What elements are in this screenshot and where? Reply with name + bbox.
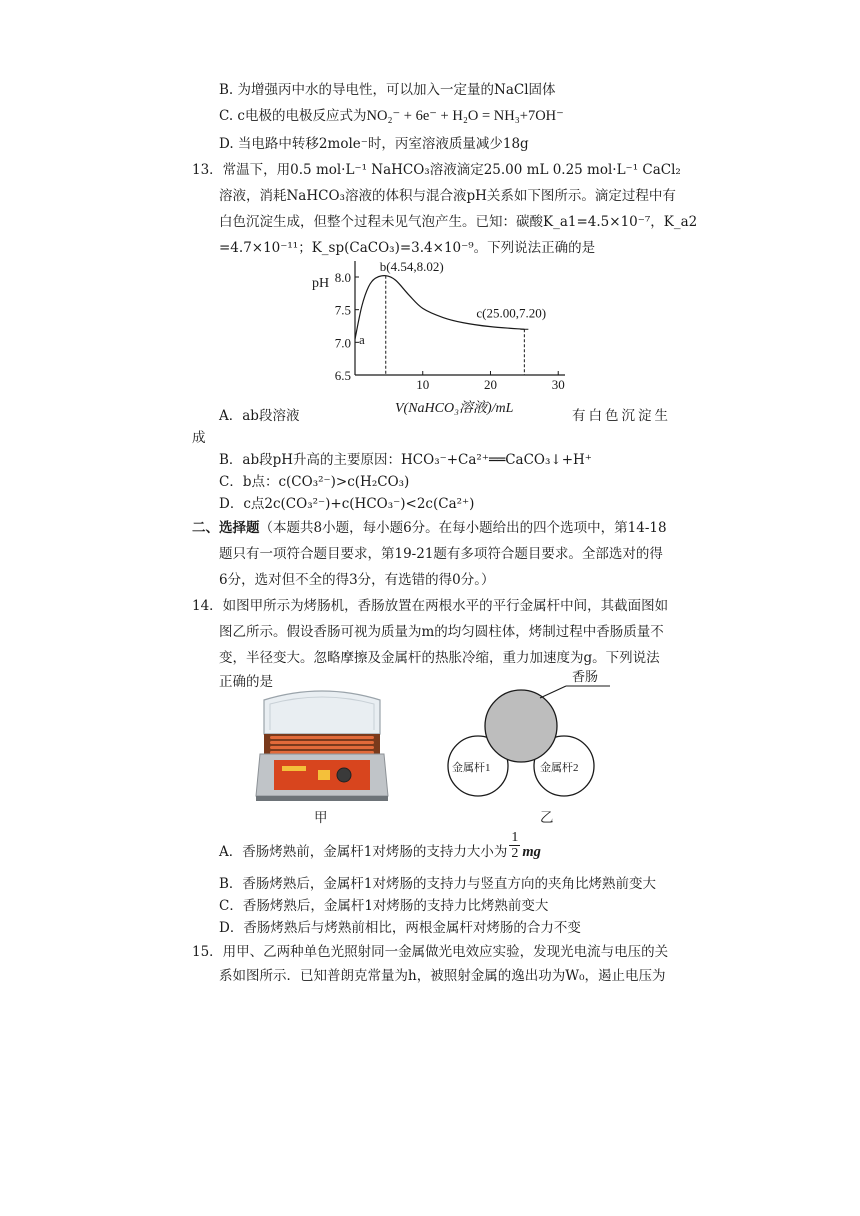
- rod-1-label: 金属杆1: [452, 762, 491, 774]
- q12-option-c-formula: NO₂⁻ + 6e⁻ + H₂O = NH₃+7OH⁻: [366, 108, 564, 124]
- x-axis-label: V(NaHCO₃溶液)/mL: [395, 401, 514, 416]
- rod-2-label: 金属杆2: [540, 762, 579, 774]
- section2-line3: 6分，选对但不全的得3分，有选错的得0分。）: [219, 572, 495, 588]
- fraction-numerator: 1: [511, 830, 519, 845]
- q13-option-d: D．c点2c(CO₃²⁻)+c(HCO₃⁻)<2c(Ca²⁺): [219, 496, 475, 512]
- q13-option-a-left: A．ab段溶液: [219, 408, 300, 424]
- x-tick-label: 20: [483, 377, 497, 392]
- hot-dog-roller-image: [252, 686, 392, 806]
- q13-stem-line1: 13．常温下，用0.5 mol·L⁻¹ NaHCO₃溶液滴定25.00 mL 0.25 mol·L⁻¹ CaCl₂: [192, 162, 681, 178]
- figure-label-yi: 乙: [540, 810, 554, 826]
- q14-option-a-text: A．香肠烤熟前，金属杆1对烤肠的支持力大小为: [219, 844, 508, 860]
- point-c-label: c(25.00,7.20): [476, 305, 547, 321]
- q14-option-c: C．香肠烤熟后，金属杆1对烤肠的支持力比烤熟前变大: [219, 898, 549, 914]
- q14-stem-line1: 14．如图甲所示为烤肠机，香肠放置在两根水平的平行金属杆中间，其截面图如: [192, 598, 669, 614]
- section2-heading: 二、选择题: [192, 520, 260, 536]
- q14-stem-line3: 变，半径变大。忽略摩擦及金属杆的热胀冷缩，重力加速度为g。下列说法: [219, 650, 660, 666]
- q14-stem-line2: 图乙所示。假设香肠可视为质量为m的均匀圆柱体，烤制过程中香肠质量不: [219, 624, 664, 640]
- q13-stem-line4: =4.7×10⁻¹¹；K_sp(CaCO₃)=3.4×10⁻⁹。下列说法正确的是: [219, 240, 596, 256]
- q14-option-d: D．香肠烤熟后与烤熟前相比，两根金属杆对烤肠的合力不变: [219, 920, 581, 936]
- q14-option-a-fraction: [509, 830, 520, 861]
- y-axis-label: pH: [312, 276, 330, 291]
- ph-titration-chart: [300, 255, 570, 420]
- q12-option-b: B. 为增强丙中水的导电性，可以加入一定量的NaCl固体: [219, 82, 556, 98]
- figure-label-jia: 甲: [314, 810, 328, 826]
- q14-stem-line4: 正确的是: [219, 674, 273, 690]
- y-tick-label: 7.5: [334, 302, 351, 318]
- fraction-denominator: 2: [511, 846, 519, 861]
- q15-stem-line1: 15．用甲、乙两种单色光照射同一金属做光电效应实验，发现光电流与电压的关: [192, 944, 669, 960]
- point-b-label: b(4.54,8.02): [379, 259, 444, 274]
- y-tick-label: 7.0: [334, 335, 351, 351]
- q12-option-c: [219, 106, 564, 126]
- q13-stem-line3: 白色沉淀生成，但整个过程未见气泡产生。已知：碳酸K_a1=4.5×10⁻⁷，K_a2: [219, 214, 698, 230]
- q13-option-c: C．b点：c(CO₃²⁻)>c(H₂CO₃): [219, 474, 410, 490]
- sausage-circle: [485, 690, 557, 762]
- q14-option-a-mg: mg: [522, 844, 541, 860]
- sausage-label: 香肠: [572, 669, 599, 684]
- section2-line2: 题只有一项符合题目要求，第19-21题有多项符合题目要求。全部选对的得: [219, 546, 663, 562]
- q13-stem-line2: 溶液，消耗NaHCO₃溶液的体积与混合液pH关系如下图所示。滴定过程中有: [219, 188, 676, 204]
- y-tick-label: 8.0: [334, 270, 351, 285]
- point-a-label: a: [359, 332, 365, 348]
- x-tick-label: 30: [551, 377, 565, 392]
- q13-option-a-wrap: 成: [192, 430, 206, 446]
- section2-line1-rest: （本题共8小题，每小题6分。在每小题给出的四个选项中，第14-18: [259, 520, 667, 536]
- q12-option-c-text: C. c电极的电极反应式为: [219, 108, 367, 124]
- q13-option-a-right: 有白色沉淀生: [572, 408, 671, 424]
- section2-line1: [192, 518, 667, 538]
- q14-option-b: B．香肠烤熟后，金属杆1对烤肠的支持力与竖直方向的夹角比烤熟前变大: [219, 876, 657, 892]
- q14-option-a: [219, 830, 541, 862]
- y-tick-label: 6.5: [334, 368, 351, 383]
- sausage-cross-section: [440, 668, 640, 808]
- x-tick-label: 10: [416, 377, 430, 392]
- q13-option-b: B．ab段pH升高的主要原因：HCO₃⁻+Ca²⁺══CaCO₃↓+H⁺: [219, 452, 592, 468]
- q15-stem-line2: 系如图所示．已知普朗克常量为h，被照射金属的逸出功为W₀，遏止电压为: [219, 968, 666, 984]
- q12-option-d: D. 当电路中转移2mole⁻时，丙室溶液质量减少18g: [219, 136, 529, 152]
